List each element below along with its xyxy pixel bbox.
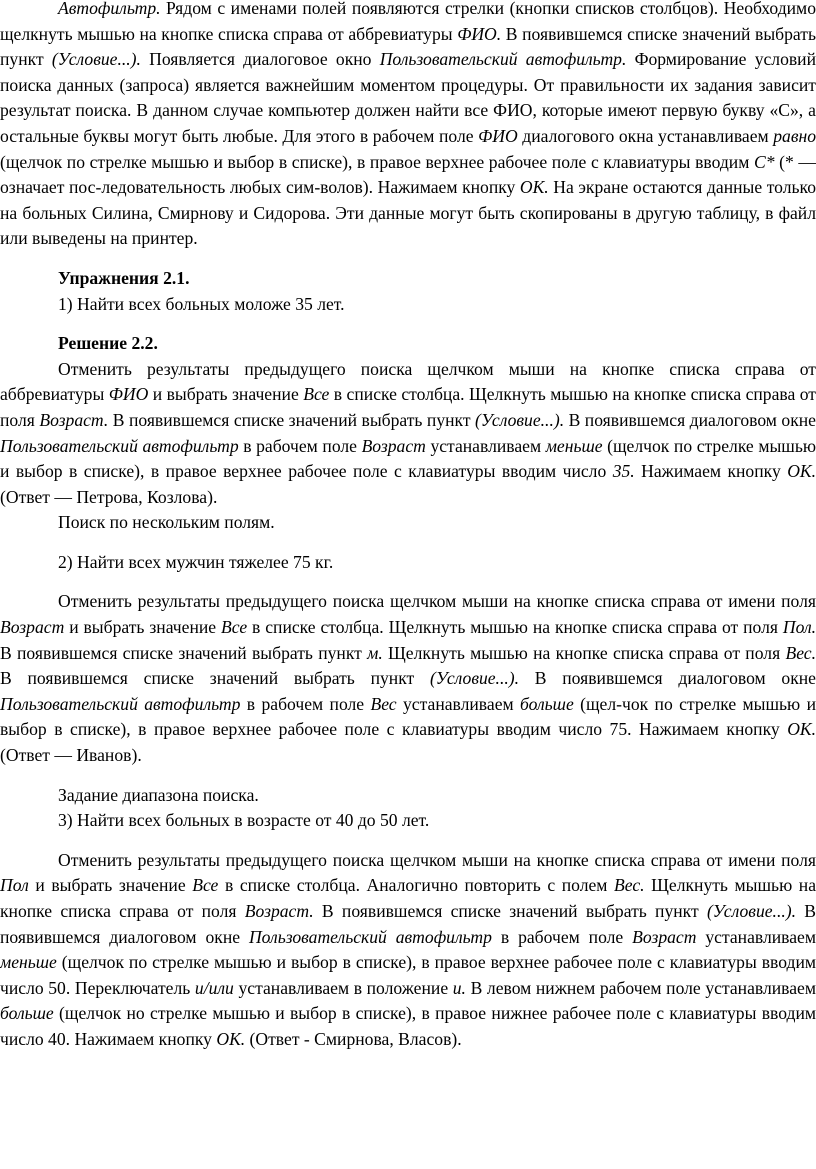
heading-exercise-2-1: Упражнения 2.1. (58, 267, 190, 288)
text-run: (щел-чок по стрелке мышью и выбор в списке), в правое верхнее рабочее поле с клавиатуры вводим число 75. Нажимаем кнопку (0, 693, 816, 740)
paragraph-solution-2 (0, 589, 816, 768)
paragraph-autofilter-intro (0, 0, 816, 252)
text-run: В появившемся диалоговом окне (0, 901, 816, 947)
paragraph-solution-3 (0, 848, 816, 1053)
text-run: 2) Найти всех мужчин тяжелее 75 кг. (58, 551, 334, 572)
italic-term: Пользовательский автофильтр (248, 926, 492, 947)
italic-term: м. (367, 642, 383, 663)
text-run: в рабочем поле (240, 693, 371, 714)
italic-term: Возраст. (244, 901, 314, 921)
italic-term: равно (773, 125, 816, 146)
italic-term: ОК. (787, 461, 816, 482)
italic-term: Вес. (614, 875, 645, 896)
text-run: в рабочем поле (238, 435, 362, 456)
italic-term: больше (520, 693, 574, 714)
paragraph-task-2 (0, 550, 816, 576)
italic-term: (Условие...). (51, 49, 141, 70)
text-run: (щелчок по стрелке мышью и выбор в списке), в правое верхнее рабочее поле с клавиатуры вводим (0, 151, 754, 172)
text-run: Формирование условий поиска данных (запроса) является важнейшим моментом процедуры. От правильности их задания зависит результат поиска. В данном случае компьютер должен найти все ФИО, которые имеют первую букву «С», а остальные буквы могут быть любые. Для этого в рабочем поле (0, 49, 816, 146)
italic-term: ОК. (216, 1028, 246, 1049)
italic-term: Возраст (632, 926, 697, 947)
italic-term: Пол. (782, 617, 816, 638)
text-run: В левом нижнем рабочем поле устанавливаем (465, 977, 816, 998)
text-run: в рабочем поле (491, 926, 633, 947)
text-run: В появившемся списке значений выбрать пункт (0, 642, 368, 663)
text-run: 1) Найти всех больных моложе 35 лет. (58, 293, 345, 314)
text-run: (щелчок по стрелке мышью и выбор в списке), в правое верхнее рабочее поле с клавиатуры вводим число (0, 435, 816, 482)
text-run: Задание диапазона поиска. (58, 784, 259, 805)
italic-term: и. (452, 977, 466, 998)
italic-term: ОК. (519, 177, 549, 198)
italic-term: Автофильтр. (58, 0, 161, 18)
paragraph-task-3 (0, 808, 816, 834)
paragraph-range-search (0, 783, 816, 809)
italic-term: (Условие...). (706, 901, 796, 921)
italic-term: Все (221, 617, 248, 638)
text-run: (Ответ - Смирнова, Власов). (245, 1028, 462, 1049)
italic-term: ФИО (478, 125, 518, 146)
text-run: В появившемся списке значений выбрать пункт (0, 23, 816, 70)
text-run: Появляется диалоговое окно (140, 49, 380, 70)
text-run: Отменить результаты предыдущего поиска щелчком мыши на кнопке списка справа от имени поля (58, 849, 816, 870)
paragraph-task-1 (0, 292, 816, 318)
italic-term: С* (753, 151, 775, 172)
text-run: На экране остаются данные только на больных Силина, Смирнову и Сидорова. Эти данные могут быть скопированы в другую таблицу, в файл или выведены на принтер. (0, 177, 816, 249)
text-run: Щелкнуть мышью на кнопке списка справа от поля (0, 875, 816, 921)
heading-solution-2-2-a: Решение 2.2. (58, 333, 158, 354)
italic-term: Пользовательский автофильтр. (379, 49, 627, 70)
text-run: в списке столбца. Аналогично повторить с полем (218, 875, 615, 896)
italic-term: (Условие...). (429, 668, 520, 689)
italic-term: ФИО. (457, 23, 502, 44)
italic-term: меньше (0, 952, 57, 973)
italic-term: Возраст (361, 435, 426, 456)
text-run: В появившемся списке значений выбрать пункт (313, 901, 707, 921)
text-run: в списке столбца. Щелкнуть мышью на кнопке списка справа от поля (0, 384, 816, 430)
text-run: (щелчок по стрелке мышью и выбор в списке), в правое верхнее рабочее поле с клавиатуры вводим число 50. Переключатель (0, 952, 816, 998)
italic-term: Вес (370, 693, 397, 714)
text-run: Отменить результаты предыдущего поиска щелчком мыши на кнопке списка справа от аббревиатуры (0, 358, 816, 405)
text-run: (Ответ — Петрова, Козлова). (0, 486, 218, 507)
italic-term: и/или (194, 977, 234, 998)
paragraph-solution-1 (0, 357, 816, 511)
italic-term: Возраст (0, 617, 65, 638)
text-run: Отменить результаты предыдущего поиска щелчком мыши на кнопке списка справа от имени поля (58, 591, 816, 612)
text-run: и выбрать значение (28, 875, 193, 896)
text-run: и выбрать значение (64, 617, 221, 638)
text-run: Щелкнуть мышью на кнопке списка справа от поля (382, 642, 786, 663)
text-run: В появившемся диалоговом окне (564, 409, 816, 430)
italic-term: Все (192, 875, 219, 896)
italic-term: Пол (0, 875, 29, 896)
text-run: Нажимаем кнопку (634, 461, 788, 482)
italic-term: Все (303, 384, 330, 405)
italic-term: меньше (545, 435, 603, 456)
italic-term: (Условие...). (475, 409, 565, 430)
text-run: в списке столбца. Щелкнуть мышью на кнопке списка справа от поля (247, 617, 783, 638)
text-run: (* — означает пос-ледовательность любых сим-волов). Нажимаем кнопку (0, 151, 816, 198)
text-run: устанавливаем (696, 926, 816, 947)
italic-term: Пользовательский автофильтр (0, 435, 239, 456)
text-run: устанавливаем (396, 693, 521, 714)
text-run: 3) Найти всех больных в возрасте от 40 до 50 лет. (58, 810, 430, 831)
text-run: Рядом с именами полей появляются стрелки (кнопки списков столбцов). Необходимо щелкнуть мышью на кнопке списка справа от аббревиатуры (0, 0, 816, 44)
text-run: и выбрать значение (148, 384, 304, 405)
text-run: диалогового окна устанавливаем (517, 125, 774, 146)
text-run: В появившемся списке значений выбрать пункт (108, 409, 476, 430)
text-run: (Ответ — Иванов). (0, 745, 142, 766)
italic-term: больше (0, 1003, 54, 1024)
text-run: Поиск по нескольким полям. (58, 512, 275, 533)
italic-term: Вес. (785, 642, 816, 663)
italic-term: ФИО (108, 384, 149, 405)
text-run: (щелчок но стрелке мышью и выбор в списке), в правое нижнее рабочее поле с клавиатуры вводим число 40. Нажимаем кнопку (0, 1003, 816, 1049)
text-run: устанавливаем в положение (233, 977, 453, 998)
italic-term: Пользовательский автофильтр (0, 693, 241, 714)
italic-term: 35. (612, 461, 635, 482)
text-run: устанавливаем (425, 435, 546, 456)
text-run: В появившемся списке значений выбрать пункт (0, 668, 430, 689)
text-run: В появившемся диалоговом окне (519, 668, 816, 689)
paragraph-multi-field-search (0, 510, 816, 536)
italic-term: ОК. (787, 719, 816, 740)
italic-term: Возраст. (39, 409, 109, 430)
